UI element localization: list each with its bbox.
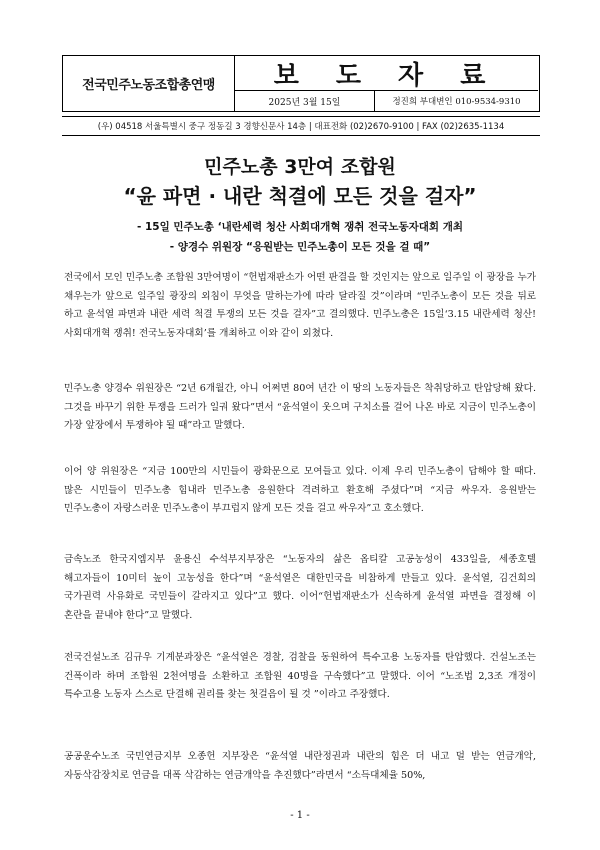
headline-line-2: “윤 파면 · 내란 척결에 모든 것을 걸자” <box>123 184 477 208</box>
release-date: 2025년 3월 15일 <box>235 91 375 111</box>
subtitle-1: - 15일 민주노총 ‘내란세력 청산 사회대개혁 쟁취 전국노동자대회 개최 <box>136 221 464 233</box>
header-box <box>62 55 540 112</box>
body-paragraph-2: 민주노총 양경수 위원장은 “2년 6개월간, 아니 어쩌면 80여 년간 이 땅의 노동자들은 착취당하고 탄압당해 왔다. 그것을 바꾸기 위한 투쟁을 드러가 일궈 왔다”면서 “윤석열이 웃으며 구치소를 걸어 나온 바로 지금이 민주노총이 가장 앞장에서 투쟁하야 될 때”라고 말했다. <box>64 383 536 431</box>
body-paragraph-4: 금속노조 한국지엠지부 윤용신 수석부지부장은 “노동자의 삶은 옵티칼 고공농성이 433일을, 세종호텔 해고자들이 10미터 높이 고농성을 한다”며 “윤석열은 대한민국을 비참하게 만들고 있다. 윤석열, 김건희의 국가권력 사유화로 국민들이 갈라지고 있다”고 했다. 이어“헌법재판소가 신속하게 윤석열 파면을 결정해 이 혼란을 끝내야 한다”고 말했다. <box>64 554 536 621</box>
page-number: - 1 - <box>290 810 310 821</box>
contact-info: 정진희 부대변인 010-9534-9310 <box>392 97 521 107</box>
headline-line-1: 민주노총 3만여 조합원 <box>204 156 396 178</box>
subtitle-2: - 양경수 위원장 “응원받는 민주노총이 모든 것을 걸 때” <box>169 241 431 253</box>
address-line: (우) 04518 서울특별시 중구 정동길 3 경향신문사 14층 | 대표전화 (02)2670-9100 | FAX (02)2635-1134 <box>97 122 505 132</box>
body-paragraph-3: 이어 양 위원장은 “지금 100만의 시민들이 광화문으로 모여들고 있다. 이제 우리 민주노총이 답해야 할 때다. 많은 시민들이 민주노총 힘내라 민주노총 응원한다 격려하고 환호해 주셨다”며 “지금 싸우자. 응원받는 민주노총이 자랑스러운 민주노총이 부끄럽지 않게 모든 것을 걸고 싸우자”고 호소했다. <box>64 466 536 514</box>
document-type-title: 보 도 자 료 <box>235 56 538 91</box>
address-bottom-rule <box>62 135 540 136</box>
body-paragraph-6: 공공운수노조 국민연금지부 오종헌 지부장은 “윤석열 내란정권과 내란의 힘은 더 내고 덜 받는 연금개악, 자동삭감장치로 연금을 대폭 삭감하는 연금개악을 추진했다”라면서 “소득대체율 50%, <box>64 751 536 781</box>
body-paragraph-1: 전국에서 모인 민주노총 조합원 3만여명이 “헌법재판소가 어떤 판결을 할 것인지는 앞으로 일주일 이 광장을 누가 채우는가 앞으로 일주일 광장의 외침이 무엇을 말하는가에 따라 달라질 것”이라며 “민주노총이 모든 것을 뒤로 하고 윤석열 파면과 내란 세력 척결 투쟁의 모든 것을 걸자”고 결의했다. 민주노총은 15일‘3.15 내란세력 청산! 사회대개혁 쟁취! 전국노동자대회’를 개최하고 이와 같이 외쳤다. <box>64 272 536 339</box>
body-paragraph-5: 전국건설노조 김규우 기계분과장은 “윤석열은 경찰, 검찰을 동원하여 특수고용 노동자를 탄압했다. 건설노조는 건폭이라 하며 조합원 2천여명을 소환하고 조합원 40명을 구속했다”고 말했다. 이어 “노조법 2,3조 개정이 특수고용 노동자 스스로 단결해 권리를 찾는 첫걸음이 될 것 ”이라고 주장했다. <box>64 652 536 700</box>
organization-name: 전국민주노동조합총연맹 <box>63 56 235 111</box>
